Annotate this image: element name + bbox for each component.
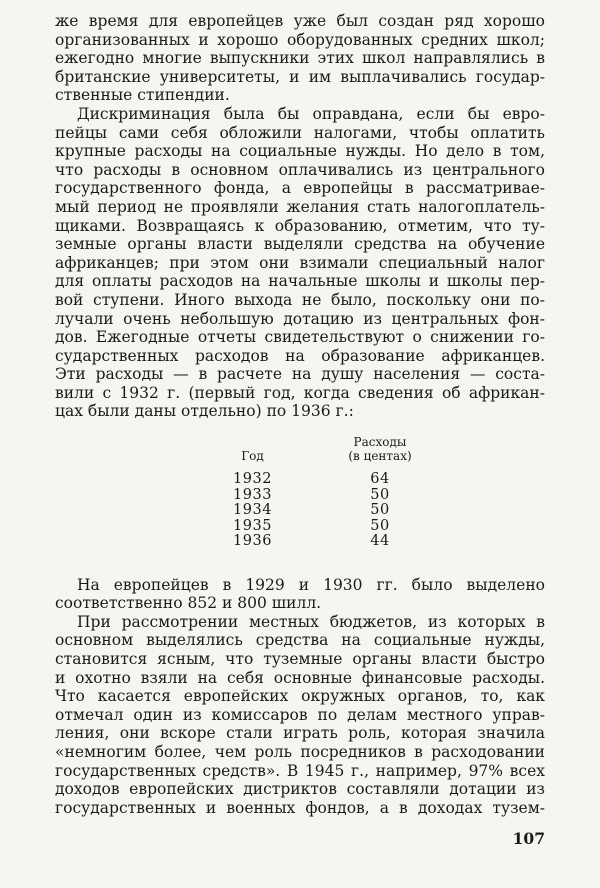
text-line: Эти расходы — в расчете на душу населения — соста-	[55, 365, 545, 384]
table-header-expenses-line2: (в центах)	[348, 449, 412, 464]
table-header-year: Год	[241, 449, 264, 464]
text-line: цах были даны отдельно) по 1936 г.:	[55, 402, 354, 421]
text-line: вой ступени. Иного выхода не было, поскольку они по-	[55, 290, 545, 309]
text-line: При рассмотрении местных бюджетов, из которых в	[77, 612, 545, 631]
text-line: крупные расходы на социальные нужды. Но дело в том,	[55, 142, 545, 161]
text-line: государственного фонда, а европейцы в рассматривае-	[55, 179, 545, 198]
expenses-table	[185, 435, 545, 550]
page-number: 107	[512, 829, 545, 849]
table-row	[185, 519, 545, 535]
year-cell: 1935	[233, 517, 272, 534]
text-line: для оплаты расходов на начальные школы и школы пер-	[55, 272, 545, 291]
text-line: На европейцев в 1929 и 1930 гг. было выделено	[77, 575, 545, 594]
year-cell: 1932	[233, 471, 272, 488]
value-cell: 50	[370, 502, 390, 519]
value-cell: 64	[370, 471, 390, 488]
paragraph	[55, 12, 545, 105]
text-line: британские университеты, и им выплачивались государ-	[55, 67, 545, 86]
text-line: мый период не проявляли желания стать налогоплатель-	[55, 197, 545, 216]
text-line: Дискриминация была бы оправдана, если бы евро-	[77, 104, 545, 123]
table-body	[185, 472, 545, 550]
text-line: щиками. Возвращаясь к образованию, отметим, что ту-	[55, 216, 545, 235]
text-line: отмечал один из комиссаров по делам местного управ-	[55, 705, 545, 724]
table-header-expenses	[320, 435, 440, 463]
text-line: государственных и военных фондов, а в доходах тузем-	[55, 798, 545, 817]
text-line: ственные стипендии.	[55, 86, 230, 105]
paragraph	[55, 576, 545, 613]
text-line: пейцы сами себя обложили налогами, чтобы оплатить	[55, 123, 545, 142]
text-line: соответственно 852 и 800 шилл.	[55, 594, 322, 613]
text-line: ления, они вскоре стали играть роль, которая значила	[55, 724, 545, 743]
text-line: ежегодно многие выпускники этих школ направлялись в	[55, 49, 545, 68]
year-cell: 1936	[233, 533, 272, 550]
text-line: Что касается европейских окружных органов, то, как	[55, 687, 545, 706]
text-line: лучали очень небольшую дотацию из центральных фон-	[55, 309, 545, 328]
text-line: становится ясным, что туземные органы власти быстро	[55, 649, 545, 668]
table-row	[185, 488, 545, 504]
text-line: что расходы в основном оплачивались из центрального	[55, 160, 545, 179]
text-line: организованных и хорошо оборудованных средних школ;	[55, 30, 545, 49]
table-row	[185, 534, 545, 550]
text-line: земные органы власти выделяли средства на обучение	[55, 235, 545, 254]
text-line: государственных средств». В 1945 г., например, 97% всех	[55, 761, 545, 780]
text-line: основном выделялись средства на социальные нужды,	[55, 631, 545, 650]
table-header-expenses-line1: Расходы	[353, 435, 407, 450]
table-row	[185, 503, 545, 519]
text-line: «немногим более, чем роль посредников в расходовании	[55, 742, 545, 761]
text-line: же время для европейцев уже был создан ряд хорошо	[55, 12, 545, 30]
text-line: доходов европейских дистриктов составляли дотации из	[55, 780, 545, 799]
paragraph	[55, 105, 545, 421]
value-cell: 50	[370, 486, 390, 503]
value-cell: 44	[370, 533, 390, 550]
year-cell: 1934	[233, 502, 272, 519]
text-line: и охотно взяли на себя основные финансовые расходы.	[55, 668, 545, 687]
value-cell: 50	[370, 517, 390, 534]
text-line: вили с 1932 г. (первый год, когда сведения об африкан-	[55, 383, 545, 402]
text-line: сударственных расходов на образование африканцев.	[55, 346, 545, 365]
table-row	[185, 472, 545, 488]
paragraph	[55, 613, 545, 818]
year-cell: 1933	[233, 486, 272, 503]
table-header	[185, 435, 545, 463]
text-line: африканцев; при этом они взимали специальный налог	[55, 253, 545, 272]
text-line: дов. Ежегодные отчеты свидетельствуют о снижении го-	[55, 328, 545, 347]
